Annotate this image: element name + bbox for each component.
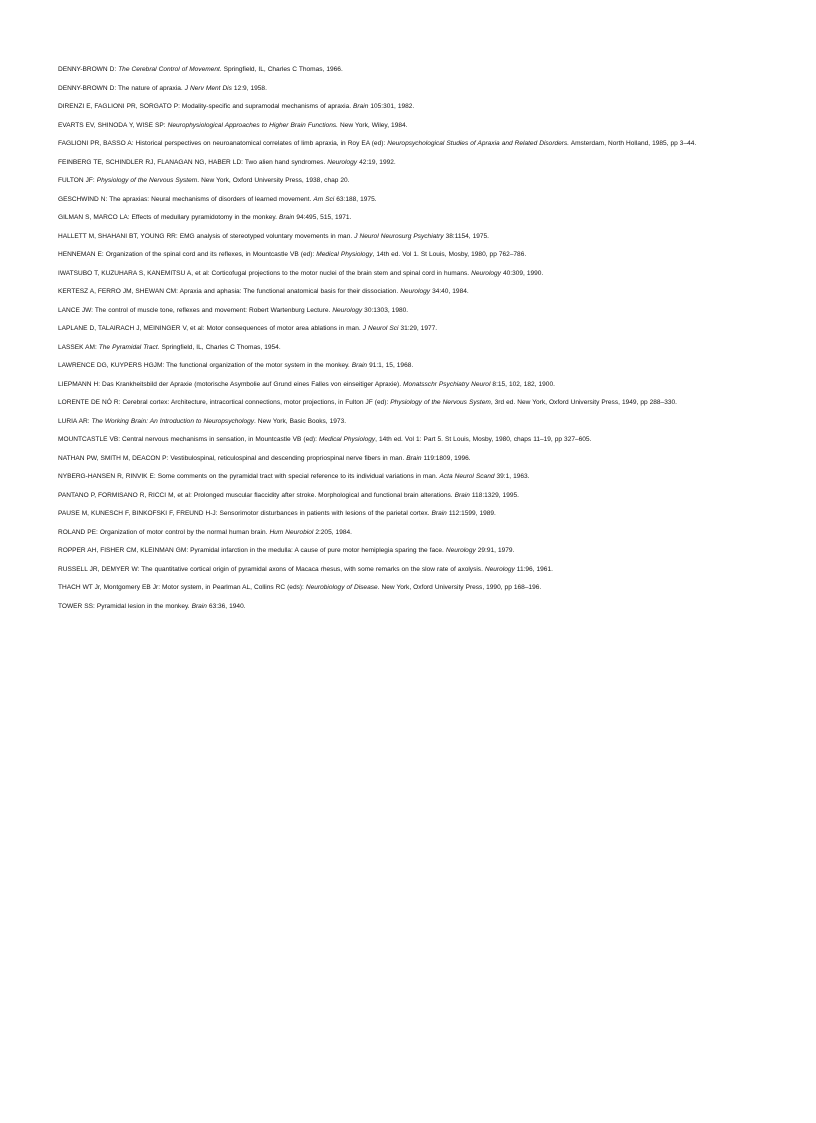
reference-source: Acta Neurol Scand: [439, 473, 495, 480]
reference-source: J Nerv Ment Dis: [184, 84, 232, 92]
reference-authors-title: DIRENZI E, FAGLIONI PR, SORGATO P: Modality-specific and supramodal mechanisms of apraxia.: [58, 103, 354, 110]
reference-source: Neurology: [327, 158, 358, 166]
reference-entry: [58, 325, 764, 333]
reference-source: Brain: [431, 510, 447, 517]
reference-authors-title: HALLETT M, SHAHANI BT, YOUNG RR: EMG analysis of stereotyped voluntary movements in man.: [58, 232, 355, 240]
reference-authors-title: FEINBERG TE, SCHINDLER RJ, FLANAGAN NG, HABER LD: Two alien hand syndromes.: [58, 158, 328, 166]
reference-source: Physiology of the Nervous System: [390, 399, 491, 406]
reference-details: . New York, Oxford University Press, 1990, pp 168–196.: [377, 584, 542, 591]
reference-entry: [58, 436, 764, 444]
reference-details: . New York, Oxford University Press, 1938, chap 20.: [197, 177, 350, 184]
reference-details: 11:96, 1961.: [514, 565, 553, 573]
reference-details: 2:205, 1984.: [313, 528, 352, 536]
reference-details: New York, Wiley, 1984.: [337, 121, 408, 129]
reference-entry: [58, 362, 764, 370]
reference-entry: [58, 584, 764, 592]
reference-details: 105:301, 1982.: [368, 103, 415, 110]
reference-entry: [58, 177, 764, 185]
reference-authors-title: FAGLIONI PR, BASSO A: Historical perspectives on neuroanatomical correlates of limb apraxia, in Roy EA (ed):: [58, 140, 388, 147]
reference-entry: [58, 103, 764, 111]
reference-authors-title: LANCE JW: The control of muscle tone, reflexes and movement: Robert Wartenburg Lecture.: [58, 306, 333, 314]
reference-authors-title: RUSSELL JR, DEMYER W: The quantitative cortical origin of pyramidal axons of Macaca rhesus, with some remarks on the slow rate of axolysis.: [58, 565, 485, 573]
reference-details: 12:9, 1958.: [231, 84, 267, 92]
reference-details: Amsterdam, North Holland, 1985, pp 3–44.: [569, 140, 697, 147]
reference-details: 31:29, 1977.: [398, 325, 438, 332]
reference-details: 91:1, 15, 1968.: [367, 362, 414, 369]
reference-authors-title: LAWRENCE DG, KUYPERS HGJM: The functional organization of the motor system in the monkey.: [58, 362, 352, 369]
reference-source: Neurology: [332, 306, 363, 314]
reference-details: 63:188, 1975.: [334, 195, 377, 203]
reference-entry: [58, 510, 764, 518]
reference-entry: [58, 288, 764, 296]
reference-entry: [58, 66, 764, 74]
reference-details: 94:495, 515, 1971.: [294, 214, 352, 221]
reference-details: 118:1329, 1995.: [469, 491, 519, 499]
reference-details: . Springfield, IL, Charles C Thomas, 1954.: [157, 343, 281, 351]
reference-entry: [58, 399, 764, 407]
reference-entry: [58, 307, 764, 315]
reference-source: J Neurol Sci: [362, 325, 399, 332]
reference-details: 63:36, 1940.: [206, 602, 246, 610]
reference-details: , 3rd ed. New York, Oxford University Press, 1949, pp 288–330.: [490, 399, 677, 406]
reference-entry: [58, 214, 764, 222]
reference-source: Medical Physiology: [318, 436, 376, 443]
reference-authors-title: GESCHWIND N: The apraxias: Neural mechanisms of disorders of learned movement.: [58, 195, 314, 203]
reference-details: 30:1303, 1980.: [362, 306, 409, 314]
reference-authors-title: PAUSE M, KUNESCH F, BINKOFSKI F, FREUND H-J: Sensorimotor disturbances in patients with lesions of the parietal cortex.: [58, 510, 432, 517]
reference-authors-title: LASSEK AM:: [58, 343, 99, 351]
reference-source: Neurology: [445, 547, 476, 554]
reference-source: The Working Brain: An Introduction to Neuropsychology: [91, 417, 255, 425]
reference-authors-title: MOUNTCASTLE VB: Central nervous mechanisms in sensation, in Mountcastle VB (ed):: [58, 436, 319, 443]
reference-source: Neurology: [400, 288, 431, 295]
reference-source: Neurology: [484, 565, 515, 573]
reference-details: . Springfield, IL, Charles C Thomas, 1966.: [219, 66, 343, 73]
reference-details: 40:309, 1990.: [500, 269, 544, 277]
reference-entry: [58, 122, 764, 130]
reference-details: , 14th ed. Vol 1: Part 5. St Louis, Mosby, 1980, chaps 11–19, pp 327–605.: [375, 436, 592, 443]
reference-entry: [58, 418, 764, 426]
reference-source: Medical Physiology: [316, 251, 373, 258]
reference-details: 29:91, 1979.: [475, 547, 515, 554]
reference-source: Neuropsychological Studies of Apraxia and Related Disorders.: [387, 140, 570, 147]
reference-details: . New York, Basic Books, 1973.: [254, 417, 347, 425]
reference-details: 38:1154, 1975.: [443, 232, 489, 240]
reference-authors-title: DENNY-BROWN D:: [58, 66, 119, 73]
reference-entry: [58, 603, 764, 611]
reference-source: Brain: [279, 214, 295, 221]
reference-source: The Cerebral Control of Movement: [118, 66, 220, 73]
reference-authors-title: IWATSUBO T, KUZUHARA S, KANEMITSU A, et al: Corticofugal projections to the motor nuclei of the brain stem and spinal cord in humans.: [58, 269, 472, 277]
reference-entry: [58, 159, 764, 167]
reference-authors-title: ROPPER AH, FISHER CM, KLEINMAN GM: Pyramidal infarction in the medulla: A cause of pure motor hemiplegia sparing the face.: [58, 547, 446, 554]
reference-source: Physiology of the Nervous System: [96, 177, 198, 184]
reference-source: Brain: [353, 103, 369, 110]
reference-source: J Neurol Neurosurg Psychiatry: [354, 232, 444, 240]
reference-entry: [58, 270, 764, 278]
reference-entry: [58, 547, 764, 555]
reference-entry: [58, 196, 764, 204]
reference-authors-title: TOWER SS: Pyramidal lesion in the monkey.: [58, 602, 192, 610]
reference-source: Hum Neurobiol: [269, 528, 314, 536]
reference-authors-title: GILMAN S, MARCO LA: Effects of medullary pyramidotomy in the monkey.: [58, 214, 279, 221]
reference-authors-title: PANTANO P, FORMISANO R, RICCI M, et al: Prolonged muscular flaccidity after stroke. Morphological and functional brain alterations.: [58, 491, 455, 499]
reference-source: Brain: [191, 602, 207, 610]
reference-authors-title: FULTON JF:: [58, 177, 97, 184]
reference-authors-title: LAPLANE D, TALAIRACH J, MEININGER V, et al: Motor consequences of motor area ablations in man.: [58, 325, 363, 332]
reference-source: Brain: [454, 491, 470, 499]
reference-authors-title: THACH WT Jr, Montgomery EB Jr: Motor system, in Pearlman AL, Collins RC (eds):: [58, 584, 306, 591]
reference-entry: [58, 473, 764, 481]
reference-source: Brain: [406, 454, 422, 462]
reference-entry: [58, 251, 764, 259]
reference-authors-title: LURIA AR:: [58, 417, 92, 425]
reference-source: Monatsschr Psychiatry Neurol: [403, 380, 491, 388]
reference-entry: [58, 492, 764, 500]
reference-entry: [58, 529, 764, 537]
reference-entry: [58, 566, 764, 574]
reference-authors-title: NYBERG-HANSEN R, RINVIK E: Some comments on the pyramidal tract with special reference to its individual variations in man.: [58, 473, 440, 480]
reference-authors-title: ROLAND PE: Organization of motor control by the normal human brain.: [58, 528, 270, 536]
reference-entry: [58, 85, 764, 93]
reference-authors-title: DENNY-BROWN D: The nature of apraxia.: [58, 84, 185, 92]
reference-list: [58, 66, 764, 621]
reference-authors-title: LIEPMANN H: Das Krankheitsbild der Apraxie (motorische Asymbolie auf Grund eines Falles von einseitiger Apraxie).: [58, 380, 404, 388]
reference-details: 34:40, 1984.: [430, 288, 469, 295]
reference-entry: [58, 233, 764, 241]
reference-authors-title: HENNEMAN E: Organization of the spinal cord and its reflexes, in Mountcastle VB (ed):: [58, 251, 317, 258]
reference-details: 8:15, 102, 182, 1900.: [490, 380, 555, 388]
reference-source: Brain: [351, 362, 368, 369]
reference-entry: [58, 381, 764, 389]
reference-authors-title: LORENTE DE NÓ R: Cerebral cortex: Architecture, intracortical connections, motor projections, in Fulton JF (ed):: [58, 399, 391, 406]
reference-details: 42:19, 1992.: [357, 158, 396, 166]
reference-source: Neurobiology of Disease: [305, 584, 378, 591]
reference-source: The Pyramidal Tract: [98, 343, 158, 351]
reference-source: Neurophysiological Approaches to Higher Brain Functions.: [167, 121, 338, 129]
reference-entry: [58, 455, 764, 463]
reference-authors-title: KERTESZ A, FERRO JM, SHEWAN CM: Apraxia and aphasia: The functional anatomical basis for their dissociation.: [58, 288, 401, 295]
reference-source: Am Sci: [313, 195, 335, 203]
reference-details: 39:1, 1963.: [494, 473, 530, 480]
reference-source: Neurology: [471, 269, 501, 277]
reference-entry: [58, 344, 764, 352]
reference-details: 112:1599, 1989.: [446, 510, 496, 517]
reference-details: , 14th ed. Vol 1. St Louis, Mosby, 1980, pp 762–786.: [372, 251, 527, 258]
reference-authors-title: EVARTS EV, SHINODA Y, WISE SP:: [58, 121, 168, 129]
reference-authors-title: NATHAN PW, SMITH M, DEACON P: Vestibulospinal, reticulospinal and descending propriospinal nerve fibers in man.: [58, 454, 407, 462]
reference-entry: [58, 140, 764, 148]
reference-details: 119:1809, 1996.: [421, 454, 471, 462]
